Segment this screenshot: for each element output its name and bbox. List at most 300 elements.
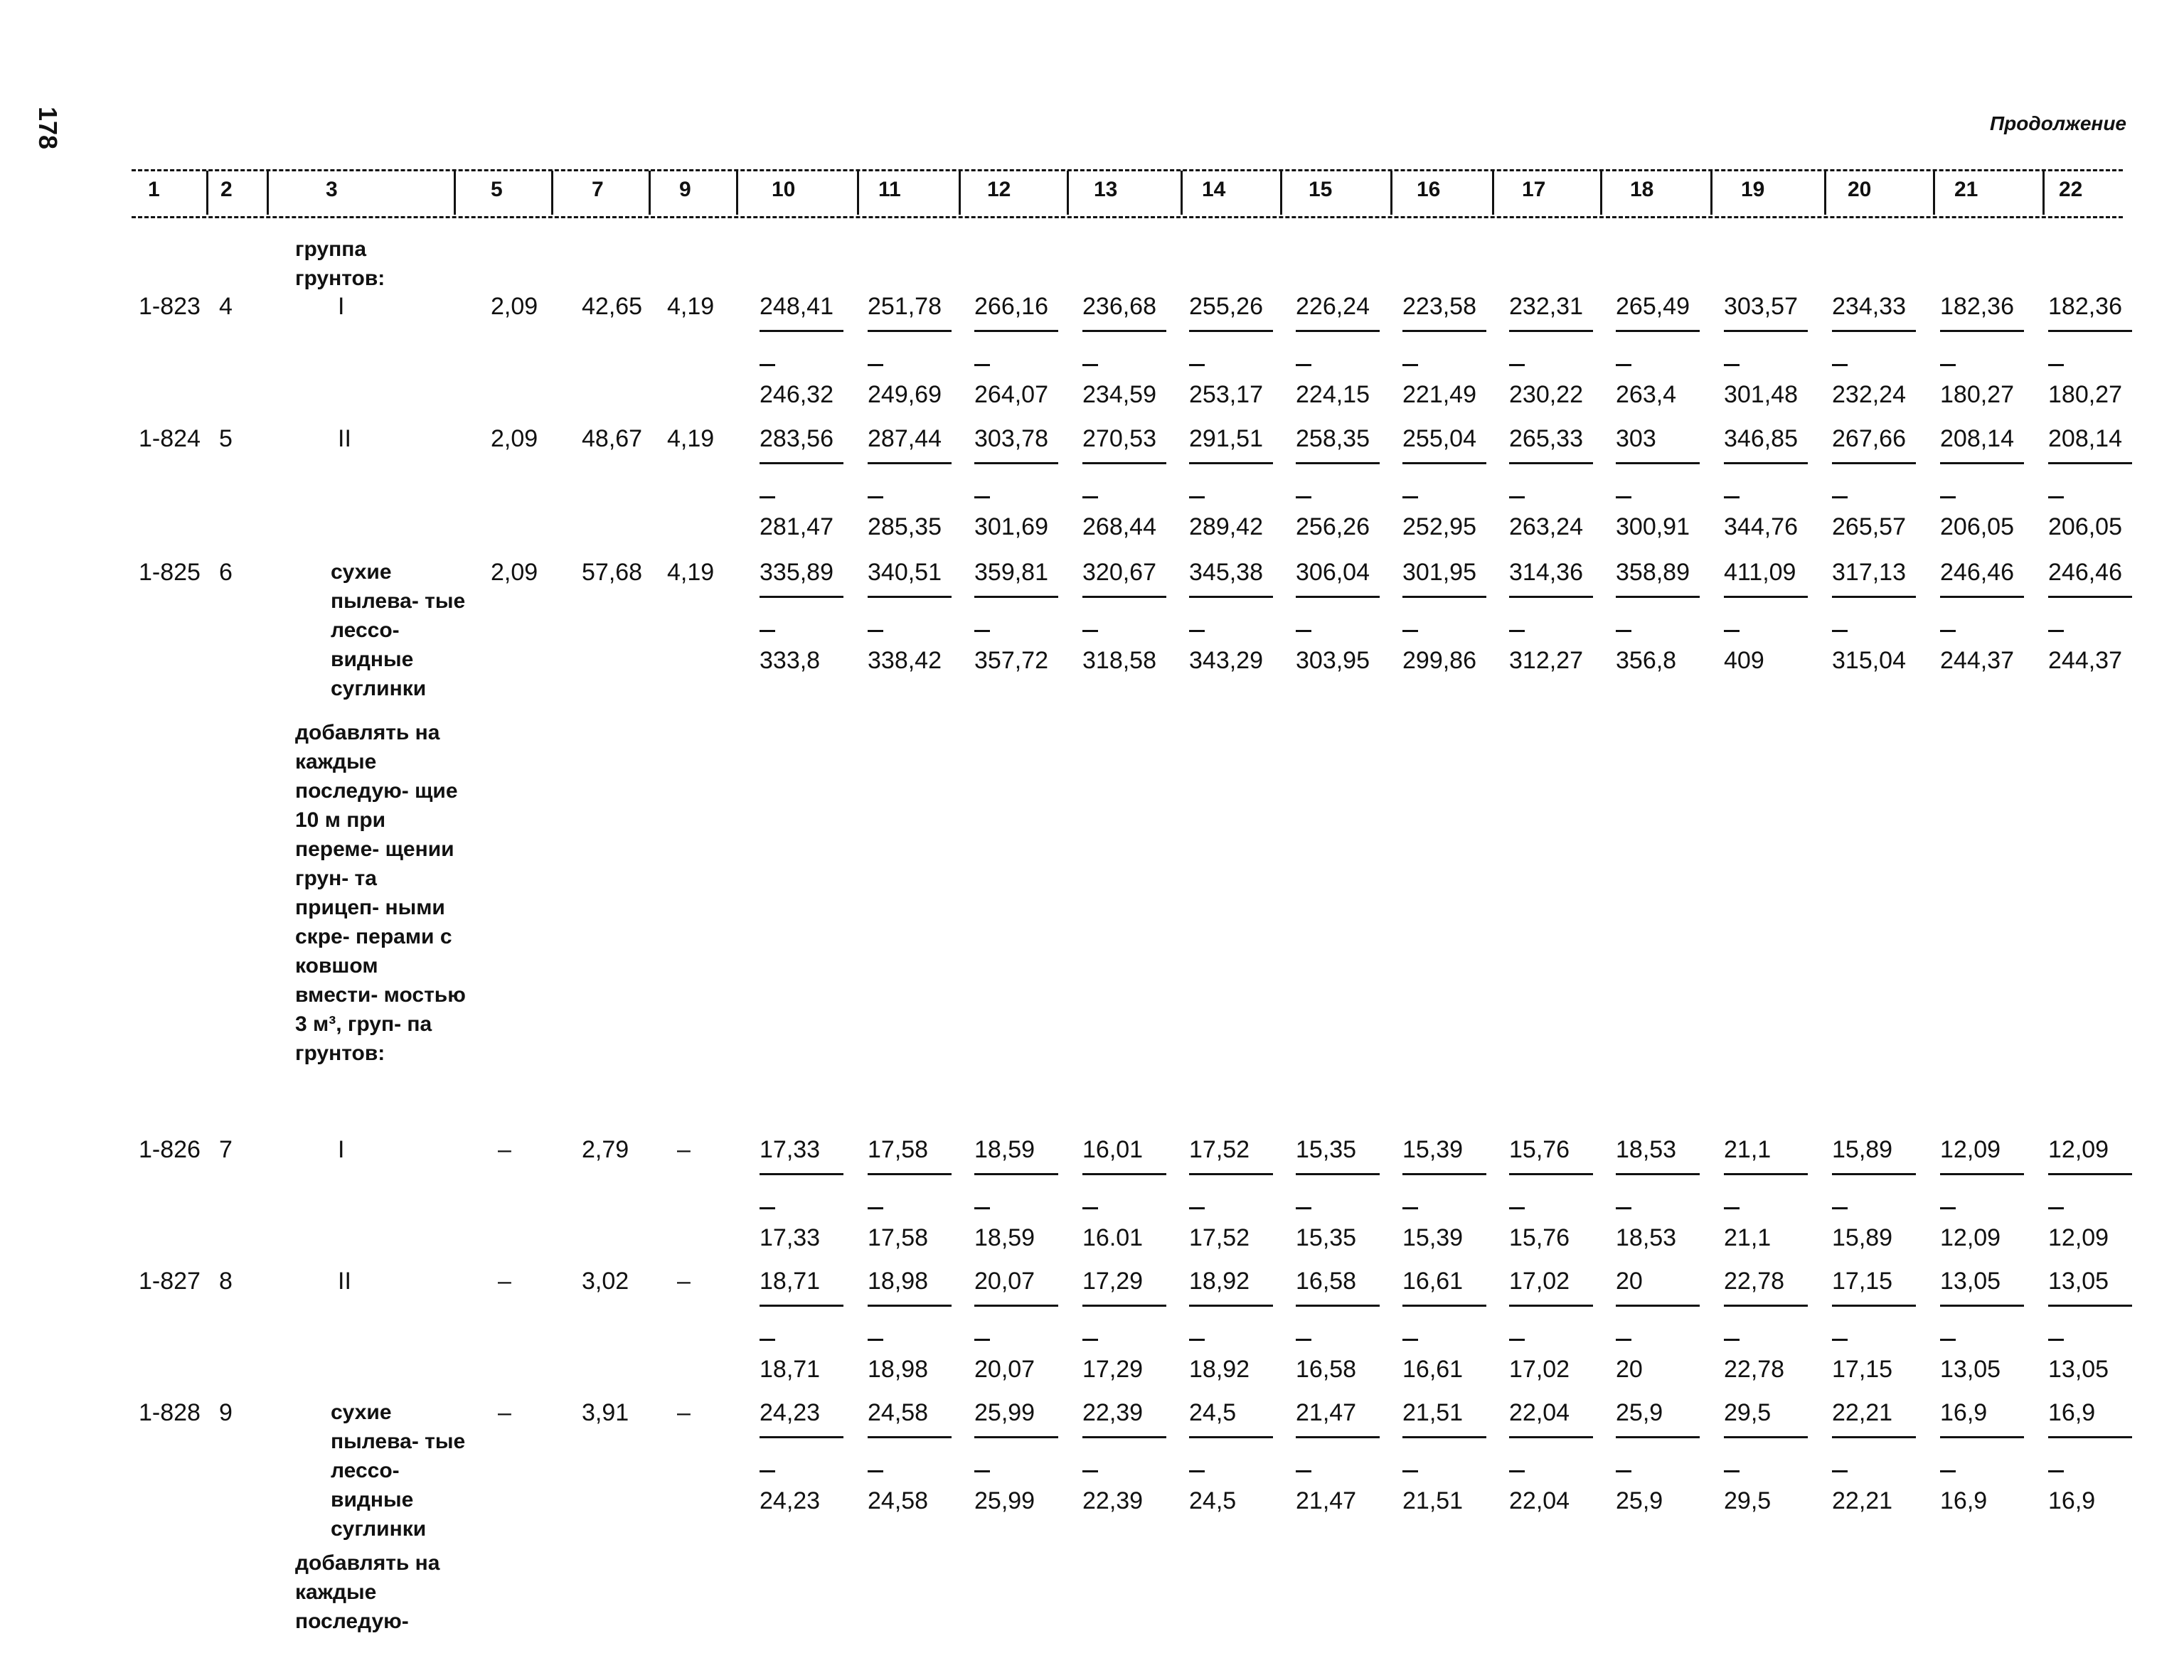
numerator-value: 24,58: [868, 1399, 929, 1426]
col9-value: –: [677, 1136, 691, 1163]
col5-value: –: [498, 1399, 511, 1426]
numerator-value: 12,09: [1940, 1136, 2001, 1163]
numerator-value: 15,35: [1296, 1136, 1357, 1163]
numerator-value: 306,04: [1296, 559, 1370, 586]
numerator-value: 248,41: [760, 293, 833, 320]
denominator-value: 17,15: [1832, 1356, 1893, 1383]
denominator-value: 221,49: [1402, 381, 1476, 408]
denominator-value: 21,51: [1402, 1487, 1464, 1514]
fraction-bar: [974, 462, 1058, 464]
numerator-value: 182,36: [2048, 293, 2122, 320]
group-label-top: группа грунтов:: [295, 237, 385, 290]
col9-value: 4,19: [667, 293, 715, 320]
fraction-dash: [1296, 364, 1311, 366]
fraction-bar: [1082, 1305, 1166, 1307]
numerator-value: 18,71: [760, 1268, 821, 1295]
column-header: 9: [679, 178, 691, 201]
fraction-bar: [974, 1173, 1058, 1175]
fraction-dash: [1616, 364, 1631, 366]
numerator-value: 16,58: [1296, 1268, 1357, 1295]
fraction-dash: [868, 364, 883, 366]
numerator-value: 283,56: [760, 425, 833, 452]
page-number: 178: [33, 107, 63, 150]
numerator-value: 359,81: [974, 559, 1048, 586]
fraction-dash: [1082, 1470, 1098, 1472]
fraction-bar: [1509, 1173, 1593, 1175]
fraction-bar: [1940, 330, 2024, 332]
numerator-value: 226,24: [1296, 293, 1370, 320]
fraction-dash: [1189, 496, 1205, 498]
fraction-bar: [1296, 1436, 1380, 1438]
numerator-value: 21,51: [1402, 1399, 1464, 1426]
fraction-dash: [1509, 1207, 1525, 1209]
fraction-dash: [1832, 364, 1848, 366]
fraction-dash: [2048, 1470, 2064, 1472]
denominator-value: 285,35: [868, 513, 942, 540]
fraction-dash: [1189, 364, 1205, 366]
denominator-value: 24,58: [868, 1487, 929, 1514]
numerator-value: 18,92: [1189, 1268, 1250, 1295]
fraction-bar: [1832, 330, 1916, 332]
denominator-value: 22,78: [1724, 1356, 1785, 1383]
numerator-value: 258,35: [1296, 425, 1370, 452]
numerator-value: 17,58: [868, 1136, 929, 1163]
denominator-value: 180,27: [2048, 381, 2122, 408]
fraction-bar: [1082, 1436, 1166, 1438]
numerator-value: 232,31: [1509, 293, 1583, 320]
column-header: 5: [491, 178, 503, 201]
fraction-dash: [868, 1339, 883, 1341]
row-description: I: [338, 1136, 345, 1163]
denominator-value: 263,4: [1616, 381, 1677, 408]
column-separator: [1933, 171, 1935, 215]
fraction-dash: [1940, 630, 1956, 632]
numerator-value: 17,33: [760, 1136, 821, 1163]
fraction-bar: [1189, 1305, 1273, 1307]
fraction-dash: [1189, 1207, 1205, 1209]
denominator-value: 299,86: [1402, 647, 1476, 674]
denominator-value: 13,05: [1940, 1356, 2001, 1383]
fraction-bar: [1402, 1305, 1486, 1307]
numerator-value: 251,78: [868, 293, 942, 320]
fraction-dash: [1189, 1470, 1205, 1472]
col7-value: 42,65: [582, 293, 643, 320]
denominator-value: 180,27: [1940, 381, 2014, 408]
fraction-dash: [1940, 364, 1956, 366]
column-header: 21: [1954, 178, 1978, 201]
col5-value: –: [498, 1136, 511, 1163]
fraction-bar: [868, 330, 952, 332]
denominator-value: 20: [1616, 1356, 1643, 1383]
denominator-value: 206,05: [1940, 513, 2014, 540]
denominator-value: 22,21: [1832, 1487, 1893, 1514]
col9-value: –: [677, 1268, 691, 1295]
column-header: 2: [220, 178, 233, 201]
denominator-value: 265,57: [1832, 513, 1906, 540]
fraction-dash: [868, 630, 883, 632]
fraction-dash: [760, 364, 775, 366]
numerator-value: 16,01: [1082, 1136, 1144, 1163]
denominator-value: 15,76: [1509, 1224, 1570, 1251]
denominator-value: 230,22: [1509, 381, 1583, 408]
denominator-value: 16,61: [1402, 1356, 1464, 1383]
fraction-dash: [1832, 1470, 1848, 1472]
fraction-dash: [1296, 496, 1311, 498]
fraction-dash: [760, 1470, 775, 1472]
denominator-value: 13,05: [2048, 1356, 2109, 1383]
numerator-value: 270,53: [1082, 425, 1156, 452]
fraction-dash: [1082, 1207, 1098, 1209]
denominator-value: 301,69: [974, 513, 1048, 540]
denominator-value: 289,42: [1189, 513, 1263, 540]
row-number: 6: [219, 559, 233, 586]
fraction-dash: [1296, 1470, 1311, 1472]
fraction-dash: [974, 496, 990, 498]
fraction-dash: [1402, 1339, 1418, 1341]
fraction-bar: [1402, 330, 1486, 332]
fraction-dash: [1724, 1470, 1740, 1472]
column-header: 7: [592, 178, 604, 201]
denominator-value: 21,1: [1724, 1224, 1772, 1251]
numerator-value: 18,53: [1616, 1136, 1677, 1163]
row-description: сухие пылева- тые лессо- видные суглинки: [331, 1401, 466, 1541]
fraction-bar: [1082, 330, 1166, 332]
fraction-bar: [760, 1173, 843, 1175]
denominator-value: 22,39: [1082, 1487, 1144, 1514]
fraction-dash: [1189, 630, 1205, 632]
row-code: 1-826: [139, 1136, 201, 1163]
denominator-value: 29,5: [1724, 1487, 1772, 1514]
denominator-value: 16,58: [1296, 1356, 1357, 1383]
col7-value: 57,68: [582, 559, 643, 586]
fraction-bar: [1296, 596, 1380, 598]
denominator-value: 16.01: [1082, 1224, 1144, 1251]
denominator-value: 315,04: [1832, 647, 1906, 674]
col9-value: 4,19: [667, 559, 715, 586]
fraction-bar: [1189, 1173, 1273, 1175]
fraction-dash: [974, 1470, 990, 1472]
fraction-bar: [2048, 596, 2132, 598]
col9-value: 4,19: [667, 425, 715, 452]
numerator-value: 346,85: [1724, 425, 1798, 452]
fraction-dash: [1402, 1470, 1418, 1472]
fraction-dash: [1616, 630, 1631, 632]
fraction-dash: [1402, 630, 1418, 632]
column-header: 11: [878, 178, 901, 201]
denominator-value: 18,71: [760, 1356, 821, 1383]
denominator-value: 263,24: [1509, 513, 1583, 540]
column-separator: [551, 171, 553, 215]
col9-value: –: [677, 1399, 691, 1426]
denominator-value: 249,69: [868, 381, 942, 408]
fraction-dash: [1296, 630, 1311, 632]
numerator-value: 182,36: [1940, 293, 2014, 320]
numerator-value: 314,36: [1509, 559, 1583, 586]
fraction-dash: [1509, 1339, 1525, 1341]
column-separator: [1067, 171, 1069, 215]
denominator-value: 252,95: [1402, 513, 1476, 540]
fraction-bar: [974, 1305, 1058, 1307]
fraction-dash: [1724, 364, 1740, 366]
fraction-bar: [1940, 1173, 2024, 1175]
fraction-dash: [1296, 1339, 1311, 1341]
denominator-value: 25,99: [974, 1487, 1035, 1514]
fraction-bar: [1616, 596, 1700, 598]
numerator-value: 358,89: [1616, 559, 1690, 586]
numerator-value: 335,89: [760, 559, 833, 586]
fraction-bar: [868, 1305, 952, 1307]
fraction-bar: [1296, 1305, 1380, 1307]
numerator-value: 340,51: [868, 559, 942, 586]
fraction-dash: [1082, 630, 1098, 632]
fraction-bar: [760, 462, 843, 464]
row-number: 4: [219, 293, 233, 320]
fraction-bar: [1940, 1436, 2024, 1438]
denominator-value: 357,72: [974, 647, 1048, 674]
numerator-value: 317,13: [1832, 559, 1906, 586]
fraction-bar: [868, 1173, 952, 1175]
fraction-dash: [1724, 1339, 1740, 1341]
fraction-bar: [1616, 330, 1700, 332]
column-separator: [1181, 171, 1183, 215]
numerator-value: 208,14: [1940, 425, 2014, 452]
fraction-dash: [1724, 630, 1740, 632]
numerator-value: 29,5: [1724, 1399, 1772, 1426]
fraction-dash: [1616, 496, 1631, 498]
fraction-dash: [1509, 496, 1525, 498]
fraction-bar: [868, 596, 952, 598]
fraction-dash: [974, 1339, 990, 1341]
numerator-value: 22,04: [1509, 1399, 1570, 1426]
denominator-value: 343,29: [1189, 647, 1263, 674]
numerator-value: 12,09: [2048, 1136, 2109, 1163]
fraction-dash: [2048, 496, 2064, 498]
fraction-bar: [1832, 596, 1916, 598]
fraction-bar: [1082, 462, 1166, 464]
denominator-value: 18,59: [974, 1224, 1035, 1251]
numerator-value: 13,05: [2048, 1268, 2109, 1295]
numerator-value: 20: [1616, 1268, 1643, 1295]
denominator-value: 234,59: [1082, 381, 1156, 408]
numerator-value: 255,04: [1402, 425, 1476, 452]
column-separator: [1710, 171, 1712, 215]
numerator-value: 22,21: [1832, 1399, 1893, 1426]
denominator-value: 206,05: [2048, 513, 2122, 540]
fraction-bar: [760, 1305, 843, 1307]
numerator-value: 22,39: [1082, 1399, 1144, 1426]
numerator-value: 255,26: [1189, 293, 1263, 320]
column-header: 16: [1417, 178, 1441, 201]
numerator-value: 265,33: [1509, 425, 1583, 452]
fraction-bar: [1402, 462, 1486, 464]
fraction-dash: [1082, 496, 1098, 498]
fraction-bar: [1940, 462, 2024, 464]
fraction-bar: [1189, 1436, 1273, 1438]
numerator-value: 208,14: [2048, 425, 2122, 452]
denominator-value: 232,24: [1832, 381, 1906, 408]
numerator-value: 20,07: [974, 1268, 1035, 1295]
fraction-bar: [1402, 1436, 1486, 1438]
row-number: 9: [219, 1399, 233, 1426]
row-code: 1-825: [139, 559, 201, 586]
numerator-value: 17,52: [1189, 1136, 1250, 1163]
fraction-dash: [1082, 364, 1098, 366]
numerator-value: 265,49: [1616, 293, 1690, 320]
column-separator: [736, 171, 738, 215]
numerator-value: 21,1: [1724, 1136, 1772, 1163]
header-bottom-rule: [132, 216, 2123, 218]
numerator-value: 13,05: [1940, 1268, 2001, 1295]
fraction-dash: [1616, 1207, 1631, 1209]
row-code: 1-828: [139, 1399, 201, 1426]
numerator-value: 234,33: [1832, 293, 1906, 320]
column-separator: [2042, 171, 2045, 215]
fraction-bar: [1724, 596, 1808, 598]
fraction-bar: [1189, 596, 1273, 598]
row-description: II: [338, 1268, 351, 1295]
denominator-value: 333,8: [760, 647, 821, 674]
numerator-value: 21,47: [1296, 1399, 1357, 1426]
fraction-bar: [1724, 1305, 1808, 1307]
denominator-value: 18,53: [1616, 1224, 1677, 1251]
numerator-value: 17,02: [1509, 1268, 1570, 1295]
numerator-value: 16,61: [1402, 1268, 1464, 1295]
fraction-dash: [1402, 1207, 1418, 1209]
fraction-bar: [974, 330, 1058, 332]
fraction-dash: [868, 1470, 883, 1472]
row-description: сухие пылева- тые лессо- видные суглинки: [331, 560, 466, 700]
fraction-bar: [1616, 462, 1700, 464]
fraction-dash: [1832, 1207, 1848, 1209]
denominator-value: 17,02: [1509, 1356, 1570, 1383]
fraction-bar: [1724, 1173, 1808, 1175]
fraction-dash: [974, 364, 990, 366]
fraction-bar: [1832, 1305, 1916, 1307]
fraction-bar: [1724, 1436, 1808, 1438]
col5-value: 2,09: [491, 559, 538, 586]
denominator-value: 15,35: [1296, 1224, 1357, 1251]
fraction-dash: [974, 1207, 990, 1209]
row-number: 5: [219, 425, 233, 452]
fraction-bar: [1296, 462, 1380, 464]
column-header: 12: [987, 178, 1011, 201]
fraction-dash: [760, 1207, 775, 1209]
denominator-value: 15,39: [1402, 1224, 1464, 1251]
fraction-bar: [1616, 1173, 1700, 1175]
col5-value: 2,09: [491, 293, 538, 320]
row-code: 1-823: [139, 293, 201, 320]
numerator-value: 25,99: [974, 1399, 1035, 1426]
fraction-dash: [760, 1339, 775, 1341]
denominator-value: 224,15: [1296, 381, 1370, 408]
row-code: 1-827: [139, 1268, 201, 1295]
column-separator: [1824, 171, 1826, 215]
col7-value: 3,91: [582, 1399, 629, 1426]
denominator-value: 303,95: [1296, 647, 1370, 674]
numerator-value: 18,98: [868, 1268, 929, 1295]
fraction-bar: [760, 330, 843, 332]
fraction-dash: [1832, 630, 1848, 632]
fraction-bar: [1724, 462, 1808, 464]
denominator-value: 17,33: [760, 1224, 821, 1251]
fraction-dash: [1402, 364, 1418, 366]
denominator-value: 17,58: [868, 1224, 929, 1251]
add-label-1: добавлять на каждые последую- щие 10 м при переме- щении грун- та прицеп- ными скре- перами с ковшом вмести- мостью 3 м³, груп- па грунтов:: [295, 721, 466, 1065]
fraction-bar: [1082, 596, 1166, 598]
column-header: 19: [1741, 178, 1765, 201]
numerator-value: 18,59: [974, 1136, 1035, 1163]
denominator-value: 20,07: [974, 1356, 1035, 1383]
fraction-dash: [1616, 1470, 1631, 1472]
fraction-bar: [1509, 596, 1593, 598]
fraction-dash: [1724, 496, 1740, 498]
fraction-bar: [2048, 330, 2132, 332]
denominator-value: 256,26: [1296, 513, 1370, 540]
column-separator: [1280, 171, 1282, 215]
column-header: 13: [1094, 178, 1118, 201]
denominator-value: 16,9: [2048, 1487, 2096, 1514]
denominator-value: 344,76: [1724, 513, 1798, 540]
denominator-value: 301,48: [1724, 381, 1798, 408]
fraction-dash: [1832, 1339, 1848, 1341]
numerator-value: 246,46: [1940, 559, 2014, 586]
fraction-dash: [1832, 496, 1848, 498]
fraction-bar: [2048, 1436, 2132, 1438]
fraction-bar: [1940, 596, 2024, 598]
fraction-bar: [1189, 462, 1273, 464]
column-header: 18: [1630, 178, 1654, 201]
fraction-bar: [1402, 596, 1486, 598]
fraction-bar: [1832, 462, 1916, 464]
denominator-value: 338,42: [868, 647, 942, 674]
fraction-bar: [868, 462, 952, 464]
denominator-value: 244,37: [2048, 647, 2122, 674]
denominator-value: 253,17: [1189, 381, 1263, 408]
denominator-value: 25,9: [1616, 1487, 1663, 1514]
column-header: 22: [2059, 178, 2083, 201]
fraction-dash: [1940, 1207, 1956, 1209]
fraction-bar: [1296, 330, 1380, 332]
fraction-bar: [1616, 1436, 1700, 1438]
numerator-value: 17,15: [1832, 1268, 1893, 1295]
fraction-bar: [1082, 1173, 1166, 1175]
column-separator: [1390, 171, 1392, 215]
fraction-bar: [1832, 1436, 1916, 1438]
denominator-value: 15,89: [1832, 1224, 1893, 1251]
fraction-dash: [1940, 1339, 1956, 1341]
continuation-label: Продолжение: [1990, 112, 2126, 134]
fraction-dash: [868, 1207, 883, 1209]
denominator-value: 18,92: [1189, 1356, 1250, 1383]
fraction-dash: [1509, 364, 1525, 366]
fraction-bar: [2048, 1305, 2132, 1307]
fraction-dash: [1296, 1207, 1311, 1209]
denominator-value: 281,47: [760, 513, 833, 540]
col7-value: 48,67: [582, 425, 643, 452]
denominator-value: 24,23: [760, 1487, 821, 1514]
fraction-bar: [1940, 1305, 2024, 1307]
numerator-value: 303,57: [1724, 293, 1798, 320]
fraction-bar: [974, 1436, 1058, 1438]
numerator-value: 301,95: [1402, 559, 1476, 586]
numerator-value: 411,09: [1724, 559, 1796, 586]
column-header: 14: [1202, 178, 1226, 201]
fraction-bar: [760, 596, 843, 598]
fraction-bar: [1509, 462, 1593, 464]
numerator-value: 287,44: [868, 425, 942, 452]
numerator-value: 22,78: [1724, 1268, 1785, 1295]
numerator-value: 236,68: [1082, 293, 1156, 320]
